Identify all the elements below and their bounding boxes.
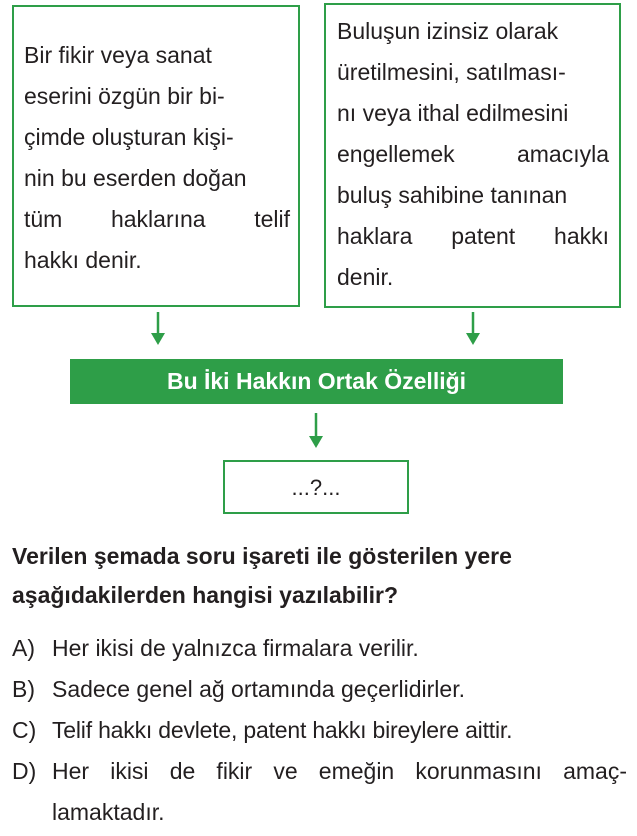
copyright-line: çimde oluşturan kişi-	[24, 124, 234, 150]
patent-definition-box	[324, 3, 621, 308]
patent-definition-text	[337, 11, 609, 298]
copyright-definition-text	[24, 35, 290, 281]
option-letter: D)	[12, 758, 37, 784]
patent-line: engellemek amacıyla	[337, 141, 609, 167]
patent-line: buluş sahibine tanınan	[337, 182, 568, 208]
copyright-line: nin bu eserden doğan	[24, 165, 247, 191]
copyright-line: tüm haklarına telif	[24, 206, 290, 232]
question-text	[12, 537, 627, 615]
question-line-2: aşağıdakilerden hangisi yazılabilir?	[12, 582, 399, 608]
patent-line: üretilmesini, satılması-	[337, 59, 566, 85]
option-letter: C)	[12, 717, 37, 743]
copyright-line: eserini özgün bir bi-	[24, 83, 225, 109]
option-c[interactable]	[12, 710, 627, 751]
patent-line: Buluşun izinsiz olarak	[337, 18, 559, 44]
answer-placeholder-box: ...?...	[223, 460, 409, 514]
option-d[interactable]	[12, 751, 627, 833]
copyright-line: Bir fikir veya sanat	[24, 42, 212, 68]
option-letter: B)	[12, 676, 35, 702]
down-arrow-icon	[148, 312, 168, 346]
down-arrow-icon	[463, 312, 483, 346]
question-line-1: Verilen şemada soru işareti ile gösterilen yere	[12, 543, 512, 569]
copyright-line: hakkı denir.	[24, 247, 142, 273]
option-a[interactable]	[12, 628, 627, 669]
option-text: Sadece genel ağ ortamında geçerlidirler.	[52, 676, 465, 702]
down-arrow-icon	[306, 413, 326, 449]
common-feature-bar: Bu İki Hakkın Ortak Özelliği	[70, 359, 563, 404]
option-text: Her ikisi de yalnızca firmalara verilir.	[52, 635, 419, 661]
option-letter: A)	[12, 635, 35, 661]
patent-line: haklara patent hakkı	[337, 223, 609, 249]
option-text: Telif hakkı devlete, patent hakkı bireylere aittir.	[52, 717, 513, 743]
patent-line: denir.	[337, 264, 394, 290]
patent-line: nı veya ithal edilmesini	[337, 100, 569, 126]
copyright-definition-box	[12, 5, 300, 307]
option-b[interactable]	[12, 669, 627, 710]
answer-options	[12, 628, 627, 833]
option-text: Her ikisi de fikir ve emeğin korunmasını amaç- lamaktadır.	[52, 758, 627, 825]
